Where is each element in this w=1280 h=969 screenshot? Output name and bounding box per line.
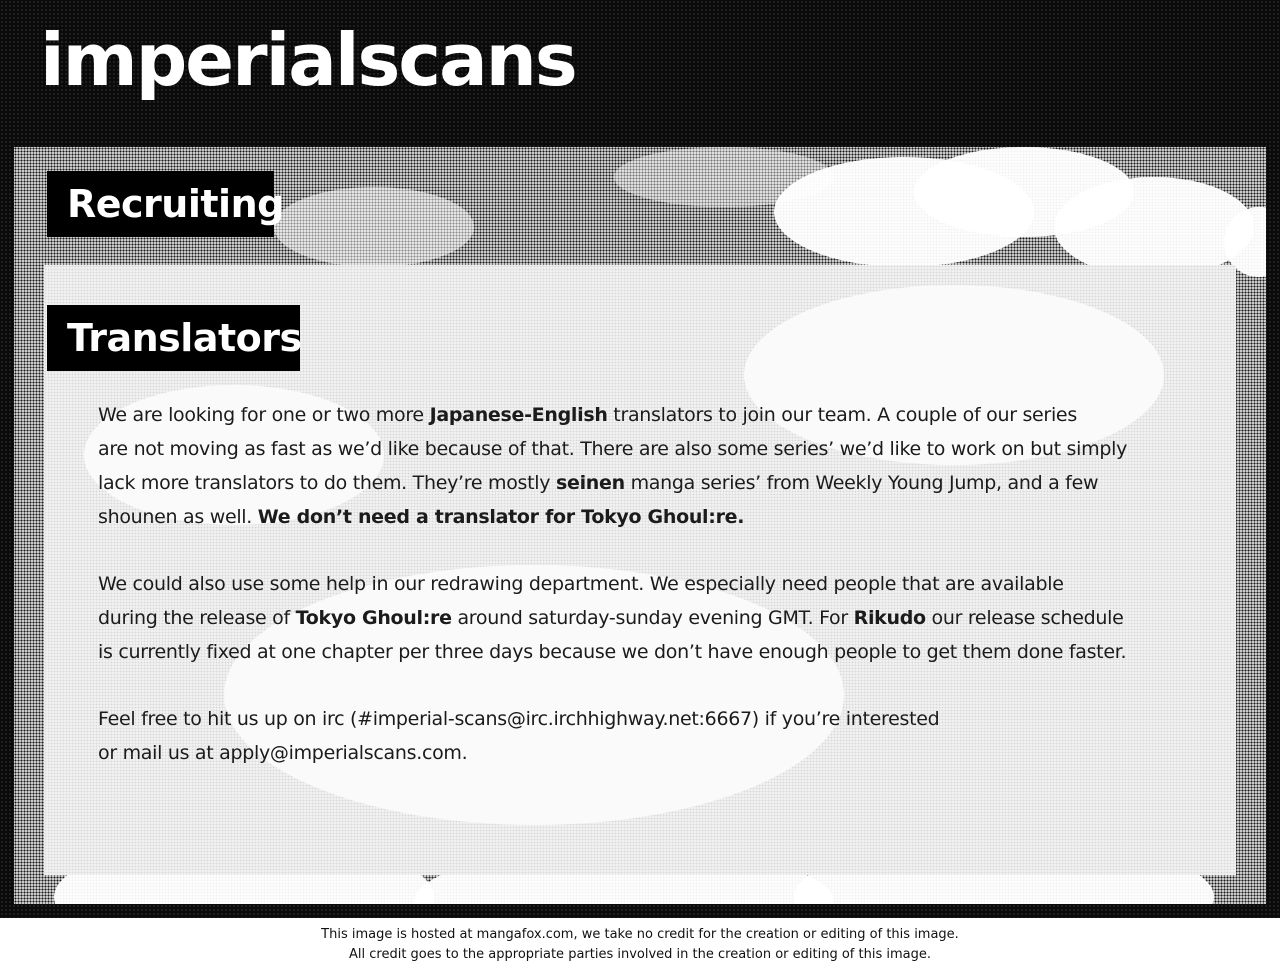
translators-paragraph (98, 398, 1198, 534)
emphasis-text: Japanese-English (429, 404, 608, 426)
emphasis-text: seinen (555, 472, 625, 494)
site-logo: imperialscans (40, 18, 576, 102)
text-span: our release schedule (925, 607, 1124, 629)
text-span: We are looking for one or two more (98, 404, 430, 426)
body-text (98, 398, 1198, 803)
cloud-decoration (1054, 177, 1254, 277)
hosting-disclaimer (0, 925, 1280, 965)
disclaimer-line: All credit goes to the appropriate parties involved in the creation or editing of this image. (349, 947, 931, 962)
emphasis-text: Tokyo Ghoul:re (295, 607, 452, 629)
text-span: lack more translators to do them. They’re mostly (98, 472, 556, 494)
disclaimer-line: This image is hosted at mangafox.com, we take no credit for the creation or editing of this image. (321, 927, 959, 942)
redrawing-paragraph (98, 567, 1198, 669)
cloud-decoration (614, 147, 834, 207)
text-line: is currently fixed at one chapter per three days because we don’t have enough people to get them done faster. (98, 641, 1127, 663)
text-span: during the release of (98, 607, 296, 629)
text-line (98, 601, 1198, 635)
emphasis-text: Rikudo (853, 607, 926, 629)
cloud-decoration (274, 187, 474, 267)
translators-heading: Translators (47, 305, 300, 371)
text-line: are not moving as fast as we’d like because of that. There are also some series’ we’d like to work on but simply (98, 438, 1128, 460)
text-line (98, 466, 1198, 500)
recruiting-heading: Recruiting (47, 171, 274, 237)
text-span: shounen as well. (98, 506, 258, 528)
text-line: Feel free to hit us up on irc (#imperial-scans@irc.irchhighway.net:6667) if you’re interested (98, 708, 940, 730)
text-span: around saturday-sunday evening GMT. For (451, 607, 854, 629)
text-line (98, 500, 1198, 534)
text-span: manga series’ from Weekly Young Jump, and a few (624, 472, 1099, 494)
text-line: We could also use some help in our redrawing department. We especially need people that are available (98, 573, 1064, 595)
emphasis-text: We don’t need a translator for Tokyo Ghoul:re. (257, 506, 745, 528)
contact-paragraph (98, 702, 1198, 770)
text-span: translators to join our team. A couple of our series (607, 404, 1077, 426)
text-line: or mail us at apply@imperialscans.com. (98, 742, 468, 764)
text-line (98, 398, 1198, 432)
